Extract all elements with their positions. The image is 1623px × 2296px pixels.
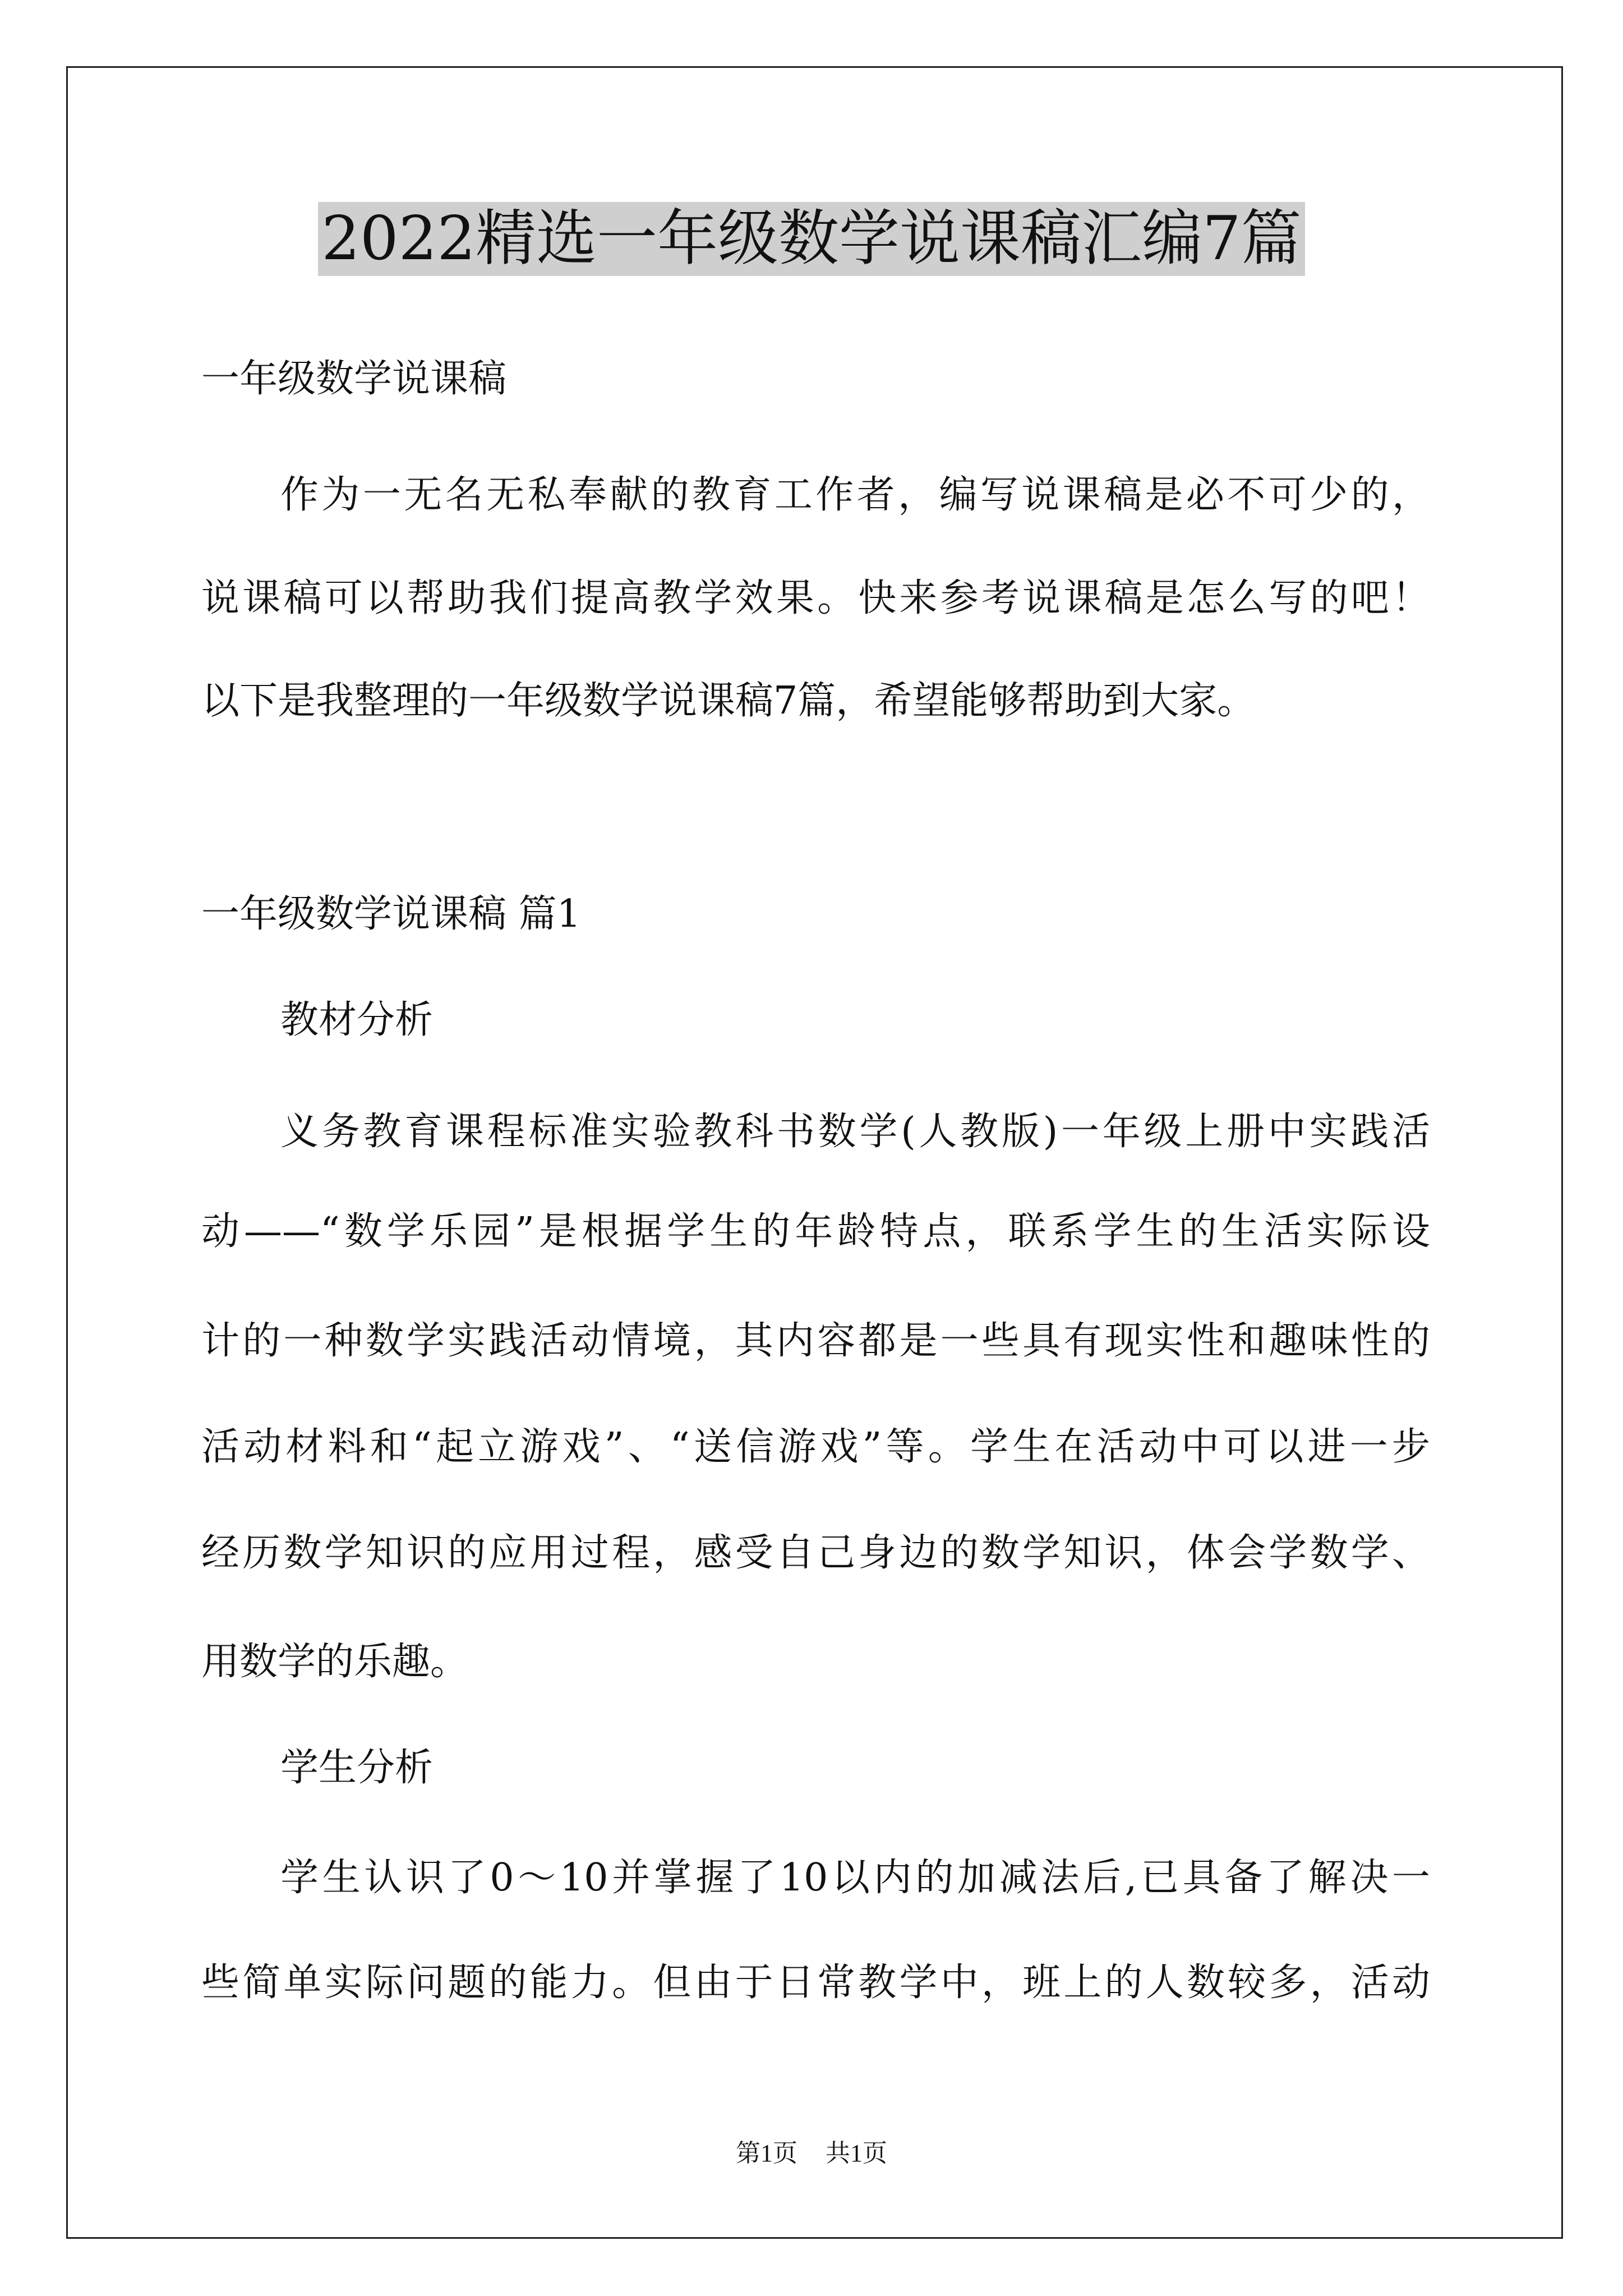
paragraph-line: 义务教育课程标准实验教科书数学(人教版)一年级上册中实践活 <box>280 1110 1430 1154</box>
article-heading: 一年级数学说课稿 篇1 <box>201 892 581 936</box>
paragraph-line: 学生认识了0～10并掌握了10以内的加减法后,已具备了解决一 <box>280 1856 1430 1900</box>
section-heading-student-analysis: 学生分析 <box>280 1746 434 1790</box>
page-total: 共1页 <box>826 2139 887 2167</box>
section-heading-textbook-analysis: 教材分析 <box>280 998 434 1042</box>
intro-paragraph-line: 以下是我整理的一年级数学说课稿7篇，希望能够帮助到大家。 <box>201 679 1256 723</box>
paragraph-line: 活动材料和“起立游戏”、“送信游戏”等。学生在活动中可以进一步 <box>201 1425 1430 1469</box>
paragraph-line: 些简单实际问题的能力。但由于日常教学中，班上的人数较多，活动 <box>201 1961 1430 2005</box>
paragraph-line: 经历数学知识的应用过程，感受自己身边的数学知识，体会学数学、 <box>201 1531 1430 1575</box>
title-highlight: 2022精选一年级数学说课稿汇编7篇 <box>318 202 1305 276</box>
intro-paragraph-line: 说课稿可以帮助我们提高教学效果。快来参考说课稿是怎么写的吧！ <box>201 576 1430 620</box>
paragraph-line: 动——“数学乐园”是根据学生的年龄特点，联系学生的生活实际设 <box>201 1209 1430 1254</box>
paragraph-line: 用数学的乐趣。 <box>201 1640 469 1684</box>
intro-heading: 一年级数学说课稿 <box>201 357 507 401</box>
intro-paragraph-line: 作为一无名无私奉献的教育工作者，编写说课稿是必不可少的， <box>280 473 1430 517</box>
page-number: 第1页 <box>736 2139 797 2167</box>
paragraph-line: 计的一种数学实践活动情境，其内容都是一些具有现实性和趣味性的 <box>201 1319 1430 1363</box>
page-footer <box>0 2137 1623 2170</box>
document-title <box>0 202 1623 276</box>
